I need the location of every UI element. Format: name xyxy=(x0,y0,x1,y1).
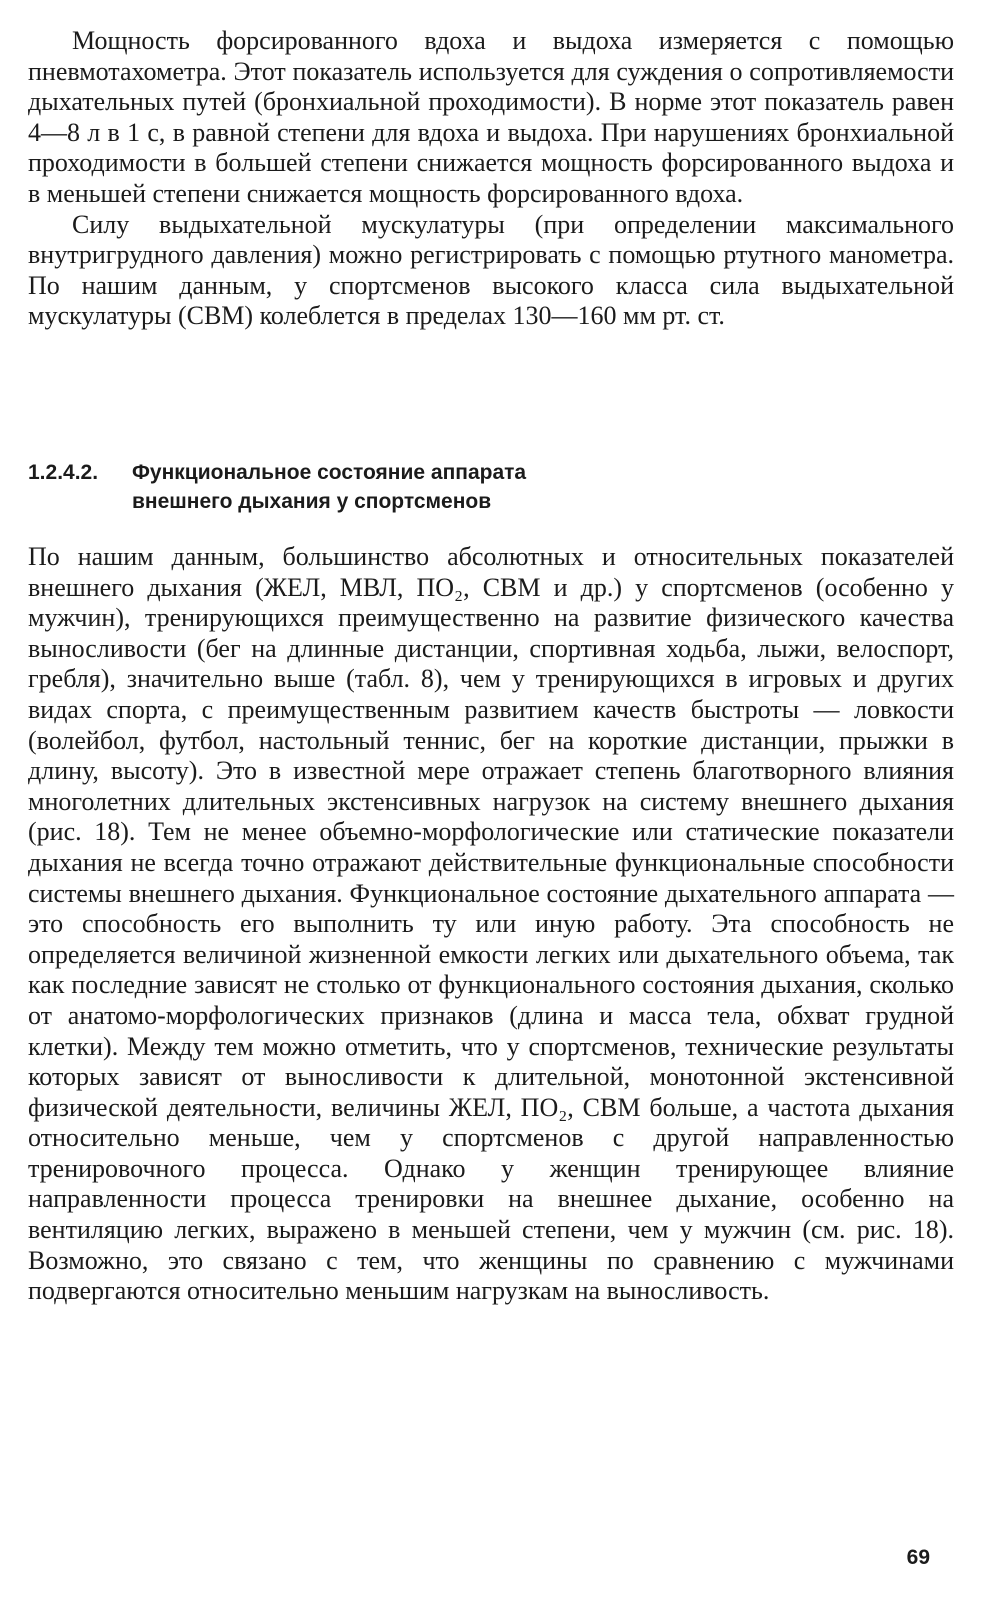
paragraph-forced-breath-power: Мощность форсированного вдоха и выдоха измеряется с помощью пневмотахометра. Этот показатель используется для суждения о сопротивляемости дыхательных путей (бронхиальной проходимости). В норме этот показатель равен 4—8 л в 1 с, в равной степени для вдоха и выдоха. При нарушениях бронхиальной проходимости в большей степени снижается мощность форсированного выдоха и в меньшей степени снижается мощность форсированного вдоха. xyxy=(28,26,954,208)
intro-text xyxy=(28,26,954,332)
page-number: 69 xyxy=(906,1546,930,1569)
section-number: 1.2.4.2. xyxy=(28,461,99,484)
section-title-line-1: Функциональное состояние аппарата xyxy=(132,461,527,484)
section-body-text xyxy=(28,542,954,1307)
section-title-line-2: внешнего дыхания у спортсменов xyxy=(132,490,492,513)
paragraph-expiratory-muscle-strength: Силу выдыхательной мускулатуры (при определении максимального внутригрудного давления) можно регистрировать с помощью ртутного манометра. По нашим данным, у спортсменов высокого класса сила выдыхательной мускулатуры (СВМ) колеблется в пределах 130—160 мм рт. ст. xyxy=(28,209,954,331)
paragraph-respiratory-function: По нашим данным, большинство абсолютных и относительных показателей внешнего дыхания (ЖЕЛ, МВЛ, ПО₂, СВМ и др.) у спортсменов (особенно у мужчин), тренирующихся преимущественно на развитие физического качества выносливости (бег на длинные дистанции, спортивная ходьба, лыжи, велоспорт, гребля), значительно выше (табл. 8), чем у тренирующихся в игровых и других видах спорта, с преимущественным развитием качеств быстроты — ловкости (волейбол, футбол, настольный теннис, бег на короткие дистанции, прыжки в длину, высоту). Это в известной мере отражает степень благотворного влияния многолетних длительных экстенсивных нагрузок на систему внешнего дыхания (рис. 18). Тем не менее объемно-морфологические или статические показатели дыхания не всегда точно отражают действительные функциональные способности системы внешнего дыхания. Функциональное состояние дыхательного аппарата — это способность его выполнить ту или иную работу. Эта способность не определяется величиной жизненной емкости легких или дыхательного объема, так как последние зависят не столько от функционального состояния дыхания, сколько от анатомо-морфологических признаков (длина и масса тела, обхват грудной клетки). Между тем можно отметить, что у спортсменов, технические результаты которых зависят от выносливости к длительной, монотонной экстенсивной физической деятельности, величины ЖЕЛ, ПО₂, СВМ больше, а частота дыхания относительно меньше, чем у спортсменов с другой направленностью тренировочного процесса. Однако у женщин тренирующее влияние направленности процесса тренировки на внешнее дыхание, особенно на вентиляцию легких, выражено в меньшей степени, чем у мужчин (см. рис. 18). Возможно, это связано с тем, что женщины по сравнению с мужчинами подвергаются относительно меньшим нагрузкам на выносливость. xyxy=(28,542,954,1306)
section-heading xyxy=(28,458,928,516)
